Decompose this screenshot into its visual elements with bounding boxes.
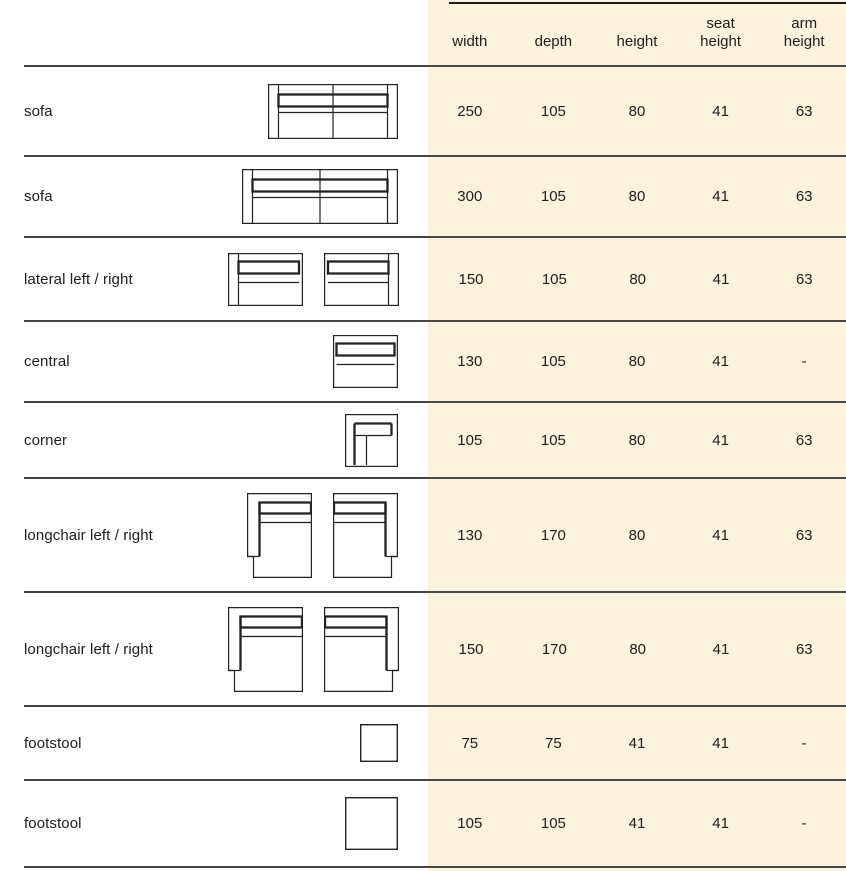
row-label: corner (24, 431, 68, 449)
longchair-right-plan-icon (333, 493, 398, 578)
row-values (428, 707, 846, 779)
row-values (428, 403, 846, 477)
value-cell: 105 (540, 815, 566, 832)
furniture-drawing-cell (229, 403, 428, 477)
row-values (429, 238, 846, 320)
value-cell: - (801, 353, 807, 370)
value-cell: 75 (545, 734, 562, 752)
footstool-plan-icon (345, 797, 398, 850)
value-cell: 41 (712, 526, 729, 544)
table-row (24, 238, 846, 322)
value-cell: 63 (795, 102, 813, 120)
lateral-right-plan-icon (324, 253, 399, 306)
value-cell: 63 (795, 640, 813, 658)
longchair-right-plan-icon (324, 607, 399, 692)
furniture-drawing-cell (229, 479, 428, 591)
furniture-drawing-cell (228, 238, 429, 320)
furniture-drawing-cell (229, 157, 428, 236)
central-plan-icon (333, 335, 398, 388)
value-cell: 63 (795, 526, 813, 544)
value-cell: 130 (457, 353, 483, 370)
row-values (428, 322, 846, 401)
corner-plan-icon (345, 414, 398, 467)
value-cell: - (801, 815, 807, 832)
furniture-drawing-cell (229, 67, 428, 155)
value-cell: 63 (795, 431, 813, 449)
row-values (428, 781, 846, 866)
column-header (428, 0, 512, 65)
value-cell: 80 (628, 353, 646, 370)
column-header-label: height (616, 33, 658, 51)
lateral-left-plan-icon (228, 253, 303, 306)
value-cell: 105 (457, 815, 483, 832)
row-label: longchair left / right (24, 640, 153, 658)
table-row (24, 593, 846, 707)
value-cell: 105 (540, 431, 566, 449)
value-cell: 105 (541, 270, 567, 288)
value-cell: 150 (458, 640, 484, 658)
furniture-drawing-cell (229, 781, 428, 866)
table-row (24, 322, 846, 403)
value-cell: 41 (628, 734, 646, 752)
sofa-plan-icon (242, 169, 398, 224)
column-header (595, 0, 679, 65)
furniture-drawing-cell (229, 707, 428, 779)
sofa-plan-icon (268, 84, 398, 139)
row-label: footstool (24, 734, 82, 752)
value-cell: 170 (541, 640, 567, 658)
value-cell: 105 (457, 431, 483, 449)
table-row (24, 479, 846, 593)
furniture-drawing-cell (228, 593, 429, 705)
column-header (762, 0, 846, 65)
column-header-label: depth (534, 33, 573, 51)
value-cell: 105 (540, 353, 566, 370)
column-header-label: seat height (700, 14, 742, 51)
value-cell: 170 (540, 526, 566, 544)
value-cell: 105 (540, 188, 566, 205)
table-header-row (24, 0, 846, 67)
column-header-label: width (452, 33, 488, 51)
value-cell: 41 (712, 188, 729, 205)
value-cell: - (801, 734, 807, 752)
value-cell: 75 (461, 734, 479, 752)
table-row (24, 403, 846, 479)
row-values (428, 67, 846, 155)
row-values (429, 593, 846, 705)
row-label: lateral left / right (24, 270, 133, 288)
row-label: footstool (24, 815, 82, 832)
header-label-spacer (24, 0, 229, 65)
header-drawing-spacer (229, 0, 428, 65)
header-cells (428, 0, 846, 65)
row-values (428, 157, 846, 236)
value-cell: 41 (712, 640, 730, 658)
footstool-plan-icon (360, 724, 398, 762)
value-cell: 41 (712, 270, 730, 288)
table-row (24, 67, 846, 157)
value-cell: 300 (457, 188, 483, 205)
value-cell: 80 (628, 102, 646, 120)
table-body (24, 67, 846, 868)
value-cell: 105 (540, 102, 566, 120)
value-cell: 80 (628, 431, 646, 449)
value-cell: 41 (712, 431, 729, 449)
table-row (24, 157, 846, 238)
furniture-drawing-cell (229, 322, 428, 401)
column-header (679, 0, 763, 65)
value-cell: 63 (795, 188, 813, 205)
value-cell: 41 (712, 734, 729, 752)
value-cell: 41 (712, 353, 729, 370)
table-row (24, 707, 846, 781)
value-cell: 80 (628, 526, 646, 544)
longchair-left-plan-icon (228, 607, 303, 692)
column-header (512, 0, 596, 65)
value-cell: 41 (712, 815, 729, 832)
table-row (24, 781, 846, 868)
value-cell: 80 (629, 270, 646, 288)
value-cell: 250 (457, 102, 483, 120)
column-header-label: arm height (783, 14, 825, 51)
value-cell: 80 (629, 640, 646, 658)
row-label: longchair left / right (24, 526, 153, 544)
value-cell: 41 (628, 815, 646, 832)
dimensions-table (24, 0, 846, 868)
row-values (428, 479, 846, 591)
row-label: central (24, 353, 70, 370)
value-cell: 41 (712, 102, 729, 120)
value-cell: 80 (628, 188, 646, 205)
value-cell: 150 (458, 270, 484, 288)
row-label: sofa (24, 188, 53, 205)
longchair-left-plan-icon (247, 493, 312, 578)
value-cell: 63 (795, 270, 813, 288)
value-cell: 130 (457, 526, 483, 544)
row-label: sofa (24, 102, 53, 120)
